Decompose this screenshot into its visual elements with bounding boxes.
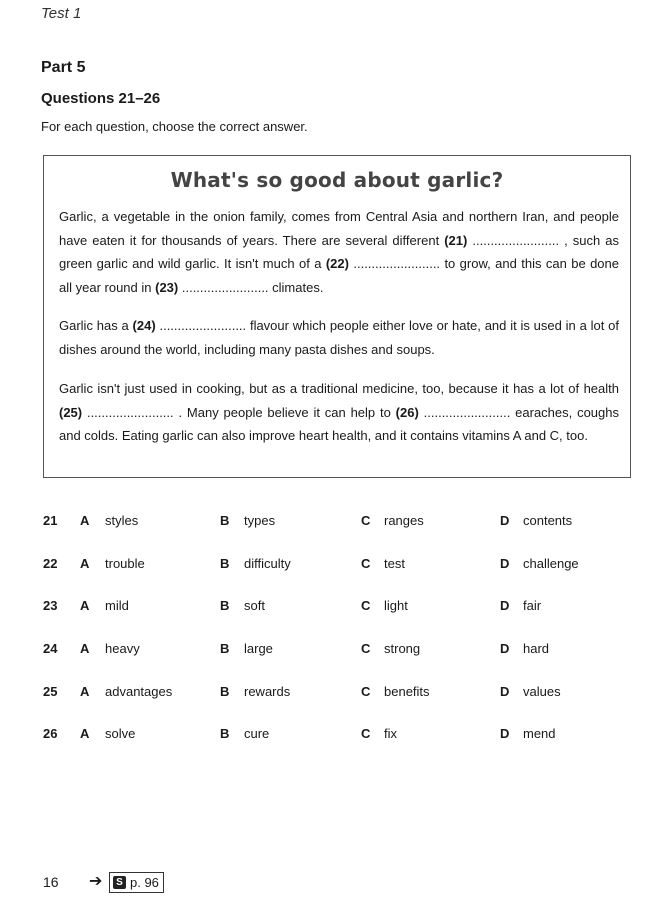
reference-icon: S <box>113 876 126 889</box>
option-letter: B <box>220 598 230 613</box>
passage-text: Garlic isn't just used in cooking, but as a traditional medicine, too, because it has a lot of health <box>59 381 619 396</box>
gap-number: (26) <box>395 404 419 420</box>
option-letter: D <box>500 598 510 613</box>
passage-text: ........................ flavour which people either love or hate, and it is used in a lot of dishes around the world, including many pasta dishes and soups. <box>59 318 619 357</box>
option-letter: C <box>361 641 371 656</box>
question-row <box>0 684 649 704</box>
test-label: Test 1 <box>41 5 82 22</box>
gap-number: (21) <box>444 232 468 248</box>
option-letter: A <box>80 513 90 528</box>
option-letter: B <box>220 684 230 699</box>
reference-page: p. 96 <box>130 875 159 890</box>
part-title: Part 5 <box>41 59 86 76</box>
option-text: solve <box>105 726 136 741</box>
question-number: 25 <box>43 684 58 699</box>
passage-text: ........................ , such as green garlic and wild garlic. It isn't much of a <box>59 232 619 271</box>
gap-number: (25) <box>59 404 83 420</box>
option-letter: D <box>500 641 510 656</box>
option-text: strong <box>384 641 421 656</box>
option-text: mild <box>105 598 129 613</box>
passage-text: ........................ earaches, coughs and colds. Eating garlic can also improve heart health, and it contains vitamins A and C, too. <box>59 404 619 443</box>
question-number: 24 <box>43 641 58 656</box>
option-letter: A <box>80 598 90 613</box>
option-letter: D <box>500 556 510 571</box>
question-row <box>0 598 649 618</box>
passage-text: Garlic has a <box>59 318 133 333</box>
gap-number: (24) <box>132 318 156 333</box>
option-text: benefits <box>384 684 430 699</box>
option-text: rewards <box>244 684 291 699</box>
answer-key-reference <box>109 872 164 893</box>
option-letter: A <box>80 726 90 741</box>
option-letter: C <box>361 684 371 699</box>
option-text: trouble <box>105 556 145 571</box>
option-letter: B <box>220 726 230 741</box>
passage-text: ........................ . Many people believe it can help to <box>82 404 396 420</box>
question-row <box>0 641 649 661</box>
option-text: mend <box>523 726 556 741</box>
option-letter: C <box>361 598 371 613</box>
gap-number: (22) <box>325 256 349 271</box>
passage-paragraph <box>59 205 619 299</box>
option-text: test <box>384 556 405 571</box>
passage-text: ........................ climates. <box>178 279 324 295</box>
option-letter: C <box>361 513 371 528</box>
option-text: types <box>244 513 276 528</box>
question-row <box>0 513 649 533</box>
option-letter: A <box>80 641 90 656</box>
question-number: 23 <box>43 598 58 613</box>
option-text: values <box>523 684 561 699</box>
option-text: advantages <box>105 684 173 699</box>
passage-title: What's so good about garlic? <box>170 168 504 192</box>
arrow-icon: ➔ <box>89 873 103 890</box>
option-text: cure <box>244 726 270 741</box>
option-text: light <box>384 598 408 613</box>
option-text: large <box>244 641 273 656</box>
option-letter: A <box>80 684 90 699</box>
option-text: difficulty <box>244 556 291 571</box>
passage-paragraph <box>59 377 619 448</box>
page-number: 16 <box>43 874 59 890</box>
instructions: For each question, choose the correct answer. <box>41 119 308 134</box>
option-text: fair <box>523 598 542 613</box>
question-number: 22 <box>43 556 58 571</box>
option-letter: D <box>500 513 510 528</box>
questions-title: Questions 21–26 <box>41 90 161 107</box>
option-letter: C <box>361 556 371 571</box>
option-letter: B <box>220 513 230 528</box>
gap-number: (23) <box>155 279 179 295</box>
passage-paragraph <box>59 314 619 361</box>
option-text: challenge <box>523 556 579 571</box>
option-text: fix <box>384 726 397 741</box>
passage-box <box>43 155 631 478</box>
option-letter: A <box>80 556 90 571</box>
question-number: 21 <box>43 513 58 528</box>
question-row <box>0 556 649 576</box>
option-letter: B <box>220 641 230 656</box>
option-letter: C <box>361 726 371 741</box>
option-text: soft <box>244 598 265 613</box>
option-text: contents <box>523 513 573 528</box>
option-text: styles <box>105 513 139 528</box>
option-letter: B <box>220 556 230 571</box>
option-text: heavy <box>105 641 140 656</box>
option-letter: D <box>500 726 510 741</box>
option-text: ranges <box>384 513 424 528</box>
question-row <box>0 726 649 746</box>
option-text: hard <box>523 641 550 656</box>
question-number: 26 <box>43 726 58 741</box>
option-letter: D <box>500 684 510 699</box>
passage-text: ........................ to grow, and this can be done all year round in <box>59 256 619 295</box>
passage-text: Garlic, a vegetable in the onion family, comes from Central Asia and northern Iran, and people have eaten it for thousands of years. There are several different <box>59 209 619 248</box>
